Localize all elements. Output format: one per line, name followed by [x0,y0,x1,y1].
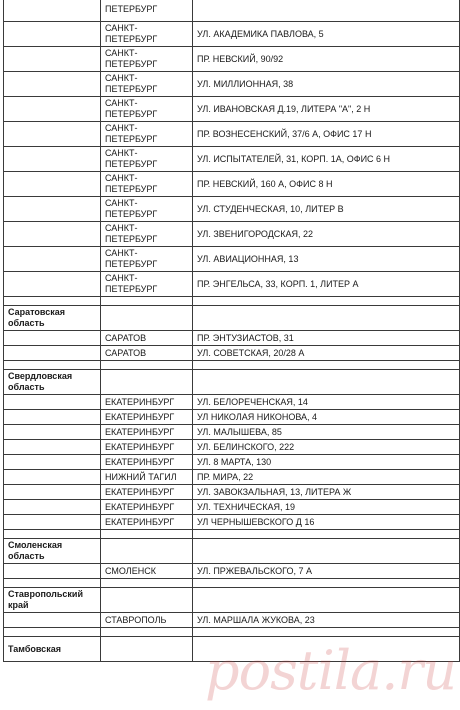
city-cell: САНКТ-ПЕТЕРБУРГ [101,222,193,247]
city-cell: ЕКАТЕРИНБУРГ [101,425,193,440]
region-cell [4,500,101,515]
table-row [4,485,460,500]
region-cell [4,455,101,470]
city-cell [101,297,193,306]
spacer-row [4,579,460,588]
address-cell: УЛ. ИСПЫТАТЕЛЕЙ, 31, КОРП. 1А, ОФИС 6 Н [193,147,460,172]
region-cell [4,47,101,72]
region-cell [4,395,101,410]
city-cell: САНКТ-ПЕТЕРБУРГ [101,22,193,47]
region-cell [4,22,101,47]
address-cell: УЛ. БЕЛОРЕЧЕНСКАЯ, 14 [193,395,460,410]
city-cell [101,530,193,539]
address-cell: УЛ. ИВАНОВСКАЯ Д.19, ЛИТЕРА "А", 2 Н [193,97,460,122]
region-cell [4,222,101,247]
region-cell [4,440,101,455]
spacer-row [4,628,460,637]
city-cell [101,628,193,637]
address-cell [193,297,460,306]
address-cell [193,539,460,564]
table-row [4,147,460,172]
region-cell: Саратовская область [4,306,101,331]
city-cell: ЕКАТЕРИНБУРГ [101,515,193,530]
table-row [4,97,460,122]
address-cell: УЛ. 8 МАРТА, 130 [193,455,460,470]
table-row [4,395,460,410]
watermark: postila.ru [205,639,456,702]
table-row [4,47,460,72]
table-row [4,515,460,530]
table-row [4,331,460,346]
spacer-row [4,530,460,539]
city-cell: СТАВРОПОЛЬ [101,613,193,628]
table-row [4,172,460,197]
address-cell: УЛ. СОВЕТСКАЯ, 20/28 А [193,346,460,361]
city-cell: САРАТОВ [101,331,193,346]
region-cell [4,410,101,425]
city-cell: ЕКАТЕРИНБУРГ [101,485,193,500]
city-cell: ЕКАТЕРИНБУРГ [101,410,193,425]
table-row [4,247,460,272]
city-cell: САНКТ-ПЕТЕРБУРГ [101,122,193,147]
city-cell: САНКТ-ПЕТЕРБУРГ [101,172,193,197]
region-cell [4,470,101,485]
table-row [4,72,460,97]
city-cell [101,361,193,370]
table-row [4,22,460,47]
city-cell: ЕКАТЕРИНБУРГ [101,440,193,455]
region-cell [4,197,101,222]
address-cell: УЛ. СТУДЕНЧЕСКАЯ, 10, ЛИТЕР В [193,197,460,222]
city-cell: СМОЛЕНСК [101,564,193,579]
city-cell [101,579,193,588]
region-cell: Смоленская область [4,539,101,564]
table-row [4,197,460,222]
table-row [4,272,460,297]
city-cell: САНКТ-ПЕТЕРБУРГ [101,247,193,272]
city-cell: САНКТ-ПЕТЕРБУРГ [101,97,193,122]
region-cell [4,425,101,440]
address-cell: УЛ. МАЛЫШЕВА, 85 [193,425,460,440]
region-cell [4,361,101,370]
region-cell [4,346,101,361]
region-cell [4,72,101,97]
region-row [4,370,460,395]
address-cell: УЛ. АВИАЦИОННАЯ, 13 [193,247,460,272]
region-row [4,588,460,613]
address-cell: УЛ. ТЕХНИЧЕСКАЯ, 19 [193,500,460,515]
table-row [4,440,460,455]
address-cell: ПР. ЭНТУЗИАСТОВ, 31 [193,331,460,346]
region-cell [4,564,101,579]
city-cell: САНКТ-ПЕТЕРБУРГ [101,147,193,172]
city-cell: НИЖНИЙ ТАГИЛ [101,470,193,485]
address-cell: УЛ. БЕЛИНСКОГО, 222 [193,440,460,455]
city-cell: ЕКАТЕРИНБУРГ [101,500,193,515]
table-row [4,346,460,361]
region-cell [4,331,101,346]
table-row [4,470,460,485]
region-cell: Тамбовская [4,637,101,662]
region-cell [4,485,101,500]
region-cell [4,613,101,628]
city-cell [101,588,193,613]
address-cell [193,0,460,22]
address-cell: УЛ. АКАДЕМИКА ПАВЛОВА, 5 [193,22,460,47]
city-cell [101,306,193,331]
address-cell [193,628,460,637]
region-row [4,539,460,564]
region-cell [4,530,101,539]
table-row [4,613,460,628]
city-cell [101,539,193,564]
city-cell [101,370,193,395]
city-cell: САНКТ-ПЕТЕРБУРГ [101,47,193,72]
address-cell [193,361,460,370]
region-cell [4,297,101,306]
region-row [4,306,460,331]
address-cell [193,579,460,588]
table-row [4,500,460,515]
address-cell: ПР. МИРА, 22 [193,470,460,485]
table-row [4,410,460,425]
address-cell: УЛ. МАРШАЛА ЖУКОВА, 23 [193,613,460,628]
city-cell: ЕКАТЕРИНБУРГ [101,395,193,410]
region-cell [4,272,101,297]
address-cell [193,370,460,395]
region-cell [4,579,101,588]
address-cell: ПР. НЕВСКИЙ, 90/92 [193,47,460,72]
spacer-row [4,297,460,306]
city-cell [101,637,193,662]
region-cell [4,515,101,530]
address-cell: ПР. ЭНГЕЛЬСА, 33, КОРП. 1, ЛИТЕР А [193,272,460,297]
table-row [4,0,460,22]
table-row [4,222,460,247]
region-cell [4,97,101,122]
city-cell: ЕКАТЕРИНБУРГ [101,455,193,470]
address-table [3,0,460,662]
city-cell: САНКТ-ПЕТЕРБУРГ [101,197,193,222]
address-cell: ПР. НЕВСКИЙ, 160 А, ОФИС 8 Н [193,172,460,197]
address-table-body [4,0,460,662]
city-cell: САНКТ-ПЕТЕРБУРГ [101,272,193,297]
region-cell [4,247,101,272]
address-cell: УЛ. ЗВЕНИГОРОДСКАЯ, 22 [193,222,460,247]
region-cell: Ставропольский край [4,588,101,613]
table-row [4,455,460,470]
address-cell [193,306,460,331]
region-cell [4,122,101,147]
address-cell [193,637,460,662]
region-cell [4,147,101,172]
address-cell: УЛ НИКОЛАЯ НИКОНОВА, 4 [193,410,460,425]
region-cell [4,172,101,197]
spacer-row [4,361,460,370]
table-row [4,564,460,579]
address-cell [193,588,460,613]
region-cell [4,0,101,22]
city-cell: САНКТ-ПЕТЕРБУРГ [101,72,193,97]
address-cell: УЛ. ПРЖЕВАЛЬСКОГО, 7 А [193,564,460,579]
address-cell: УЛ ЧЕРНЫШЕВСКОГО Д 16 [193,515,460,530]
city-cell: САРАТОВ [101,346,193,361]
region-cell [4,628,101,637]
table-row [4,425,460,440]
address-cell: УЛ. МИЛЛИОННАЯ, 38 [193,72,460,97]
table-row [4,122,460,147]
region-cell: Свердловская область [4,370,101,395]
address-cell: УЛ. ЗАВОКЗАЛЬНАЯ, 13, ЛИТЕРА Ж [193,485,460,500]
address-cell: ПР. ВОЗНЕСЕНСКИЙ, 37/6 А, ОФИС 17 Н [193,122,460,147]
region-row [4,637,460,662]
address-cell [193,530,460,539]
city-cell: ПЕТЕРБУРГ [101,0,193,22]
